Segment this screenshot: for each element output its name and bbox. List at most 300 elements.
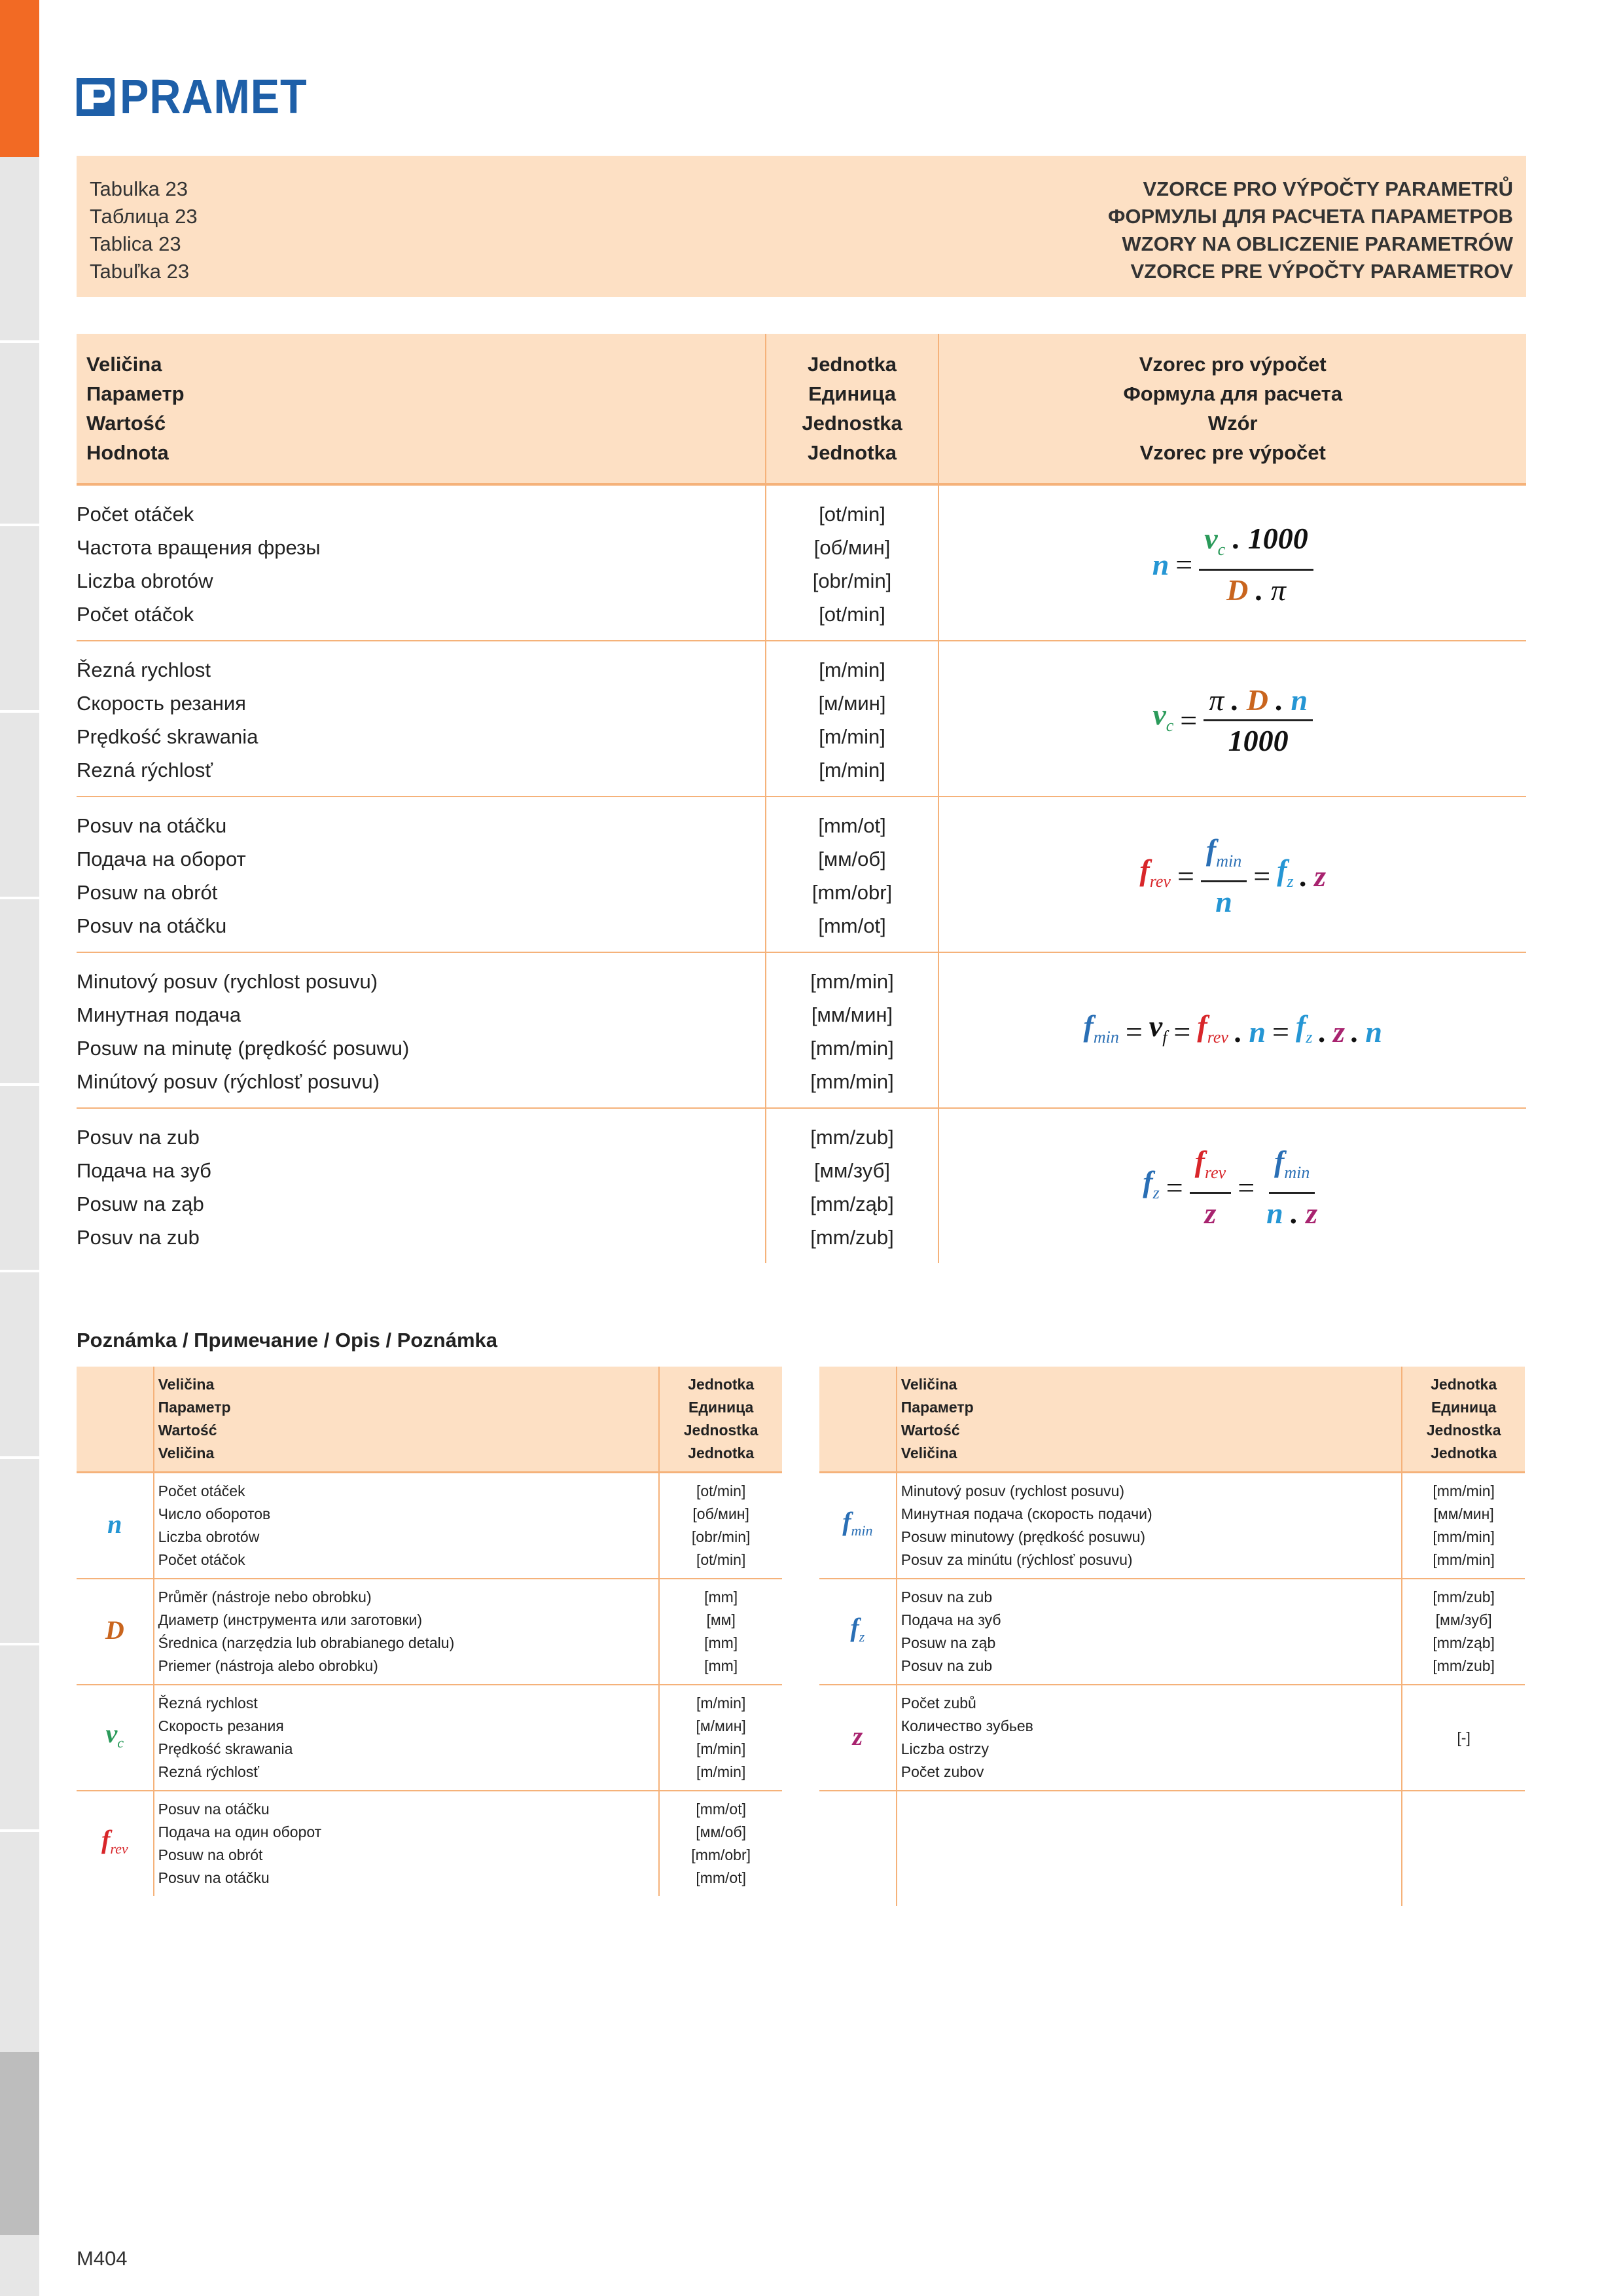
description-line: Минутная подача (скорость подачи) [901,1505,1152,1522]
table-number-pl: Tablica 23 [90,232,181,255]
quantity-name: Posuv na zub [77,1126,200,1149]
unit-label: [мм/об] [818,848,886,870]
header-quantity [897,1367,1402,1473]
equals-sign: = [1238,1170,1255,1204]
symbol-frev [101,1824,128,1857]
note-table-header [819,1367,1525,1473]
denominator [1221,571,1291,607]
unit-label: [mm/zub] [810,1126,894,1149]
symbol-d: D [105,1615,124,1645]
symbol-d: D [1246,683,1269,717]
dot: . [1255,573,1264,607]
quantity-name: Posuw na ząb [77,1193,204,1215]
table-row [819,1473,1525,1579]
fraction [1201,833,1247,918]
unit-label: [мм/зуб] [1435,1611,1492,1628]
table-number-cs: Tabulka 23 [90,177,188,200]
quantity-units [766,641,939,797]
table-title [1108,175,1513,285]
description-line: Диаметр (инструмента или заготовки) [158,1611,423,1628]
subscript: min [1284,1163,1310,1182]
description-cell [897,1473,1402,1579]
unit-label: [mm/zub] [1433,1657,1495,1674]
unit-label: [mm/min] [1433,1551,1495,1568]
formula-table-header [77,334,1526,484]
unit-label: [m/min] [696,1740,746,1757]
symbol-fmin [842,1506,873,1539]
unit-label: [m/min] [819,725,885,748]
table-title-sk: VZORCE PRE VÝPOČTY PARAMETROV [1130,260,1513,283]
subscript: rev [1204,1163,1226,1182]
header-symbol [819,1367,897,1473]
description-cell [154,1579,660,1685]
table-title-pl: WZORY NA OBLICZENIE PARAMETRÓW [1122,232,1513,255]
equals-sign: = [1177,859,1194,893]
unit-label: [мм/мин] [811,1003,893,1026]
unit-cell [1402,1791,1525,1906]
header-quantity-pl: Wartość [86,412,166,435]
unit-label: [mm] [704,1588,738,1605]
equals-sign: = [1173,1014,1191,1049]
symbol-pi: π [1270,573,1286,607]
side-tab-divider [0,524,39,526]
subscript: c [117,1734,124,1751]
unit-label: [obr/min] [812,569,892,592]
header-unit [659,1367,782,1473]
table-row [77,484,1526,641]
dot: . [1275,683,1284,717]
subscript: f [1162,1028,1168,1047]
symbol-cell [819,1473,897,1579]
symbol-f: f [1274,1145,1285,1178]
unit-cell [1402,1685,1525,1791]
description-line: Liczba ostrzy [901,1740,989,1757]
header-unit-pl: Jednostka [1426,1422,1501,1439]
quantity-name: Posuv na otáčku [77,914,227,937]
table-row-empty [819,1791,1525,1906]
constant-1000: 1000 [1228,723,1289,757]
quantity-name: Posuw na obrót [77,881,218,904]
symbol-v: v [1152,698,1166,731]
header-unit [766,334,939,484]
header-unit-ru: Единица [808,382,896,405]
pramet-logo [77,69,328,124]
subscript: z [1287,872,1294,891]
description-line: Posuw minutowy (prędkość posuwu) [901,1528,1146,1545]
symbol-n: n [1152,547,1169,581]
side-tab-divider [0,1456,39,1459]
symbol-fz [1143,1165,1159,1210]
unit-label: [m/min] [819,759,885,781]
unit-cell [659,1579,782,1685]
quantity-name: Posuv na otáčku [77,814,227,837]
symbol-n: n [1365,1014,1382,1049]
description-line: Rezná rýchlosť [158,1763,259,1780]
description-cell [897,1685,1402,1791]
description-cell [897,1579,1402,1685]
subscript: min [1093,1028,1119,1047]
unit-label: [ot/min] [819,503,885,526]
symbol-f: f [1197,1009,1207,1043]
description-line: Řezná rychlost [158,1695,258,1712]
side-tab-divider [0,1270,39,1272]
symbol-z: z [1306,1196,1318,1230]
header-quantity-pl: Wartość [158,1422,217,1439]
symbol-fmin [1083,1009,1118,1054]
quantity-name: Частота вращения фрезы [77,536,321,559]
description-cell [154,1473,660,1579]
symbol-f: f [1143,1165,1153,1198]
table-number-ru: Таблица 23 [90,205,198,228]
formula-cell [938,641,1526,797]
description-line: Posuv na otáčku [158,1869,270,1886]
unit-cell [659,1791,782,1896]
equals-sign: = [1166,1170,1183,1204]
note-table-left [77,1367,782,1896]
quantity-name: Řezná rychlost [77,658,211,681]
denominator [1261,1194,1323,1230]
symbol-z: z [1204,1196,1217,1230]
unit-label: [мм/зуб] [814,1159,890,1182]
header-unit-cs: Jednotka [807,353,897,376]
unit-label: [m/min] [819,658,885,681]
numerator [1269,1145,1315,1194]
symbol-v: v [1149,1009,1163,1043]
header-unit-pl: Jednostka [683,1422,758,1439]
description-line: Posuv na zub [901,1588,993,1605]
description-line: Подача на один оборот [158,1823,322,1840]
header-unit-sk: Jednotka [688,1444,755,1462]
unit-cell [1402,1579,1525,1685]
unit-label: [ot/min] [696,1482,746,1499]
unit-label: [mm/min] [810,1037,894,1060]
symbol-v: v [1204,522,1218,555]
unit-label: [mm/min] [810,970,894,993]
table-row [77,1579,782,1685]
symbol-f: f [1139,853,1150,887]
header-formula-sk: Vzorec pre výpočet [1139,441,1326,464]
description-line: Počet zubů [901,1695,976,1712]
unit-label: [mm/ot] [818,814,886,837]
equals-sign: = [1272,1014,1289,1049]
table-number-sk: Tabuľka 23 [90,260,190,283]
header-formula-cs: Vzorec pro výpočet [1139,353,1327,376]
quantity-names [77,797,766,952]
equals-sign: = [1253,859,1271,893]
dot: . [1232,522,1241,555]
table-number [90,175,198,285]
unit-label: [obr/min] [691,1528,751,1545]
formula-cell [938,1108,1526,1263]
header-unit-cs: Jednotka [1431,1376,1497,1393]
formula-feed-per-minute [1083,1009,1382,1054]
symbol-n: n [1249,1014,1266,1049]
unit-label: [об/мин] [813,536,891,559]
side-tab-active [0,0,39,157]
quantity-name: Posuv na zub [77,1226,200,1249]
unit-label: [mm/obr] [812,881,893,904]
symbol-z: z [1332,1014,1345,1049]
symbol-frev [1197,1009,1228,1054]
unit-label: [m/min] [696,1763,746,1780]
symbol-fz [1277,853,1293,898]
symbol-cell [77,1579,154,1685]
quantity-units [766,484,939,641]
side-tab-divider [0,1083,39,1086]
subscript: min [1216,852,1242,870]
side-tab-divider [0,1643,39,1645]
brand-name: PRAMET [120,69,308,124]
header-formula-pl: Wzór [1207,412,1258,435]
header-quantity-cs: Veličina [901,1376,957,1393]
subscript: rev [1207,1028,1228,1047]
quantity-names [77,641,766,797]
unit-label: [mm/min] [1433,1528,1495,1545]
unit-label: [mm/ot] [696,1801,746,1818]
symbol-pi: π [1209,683,1224,717]
unit-label: [-] [1457,1729,1471,1746]
subscript: z [859,1628,865,1645]
side-tab-divider [0,1829,39,1832]
unit-label: [mm/zub] [1433,1588,1495,1605]
symbol-cell [77,1791,154,1896]
table-row [77,797,1526,952]
description-line: Prędkość skrawania [158,1740,293,1757]
unit-cell [659,1685,782,1791]
header-quantity-ru: Параметр [86,382,185,405]
symbol-f: f [1194,1145,1205,1178]
unit-label: [м/мин] [818,692,886,715]
symbol-vf [1149,1009,1168,1054]
table-row [77,1685,782,1791]
unit-label: [мм] [706,1611,736,1628]
unit-label: [m/min] [696,1695,746,1712]
description-line: Скорость резания [158,1717,284,1734]
description-line: Posuv na zub [901,1657,993,1674]
symbol-vc [105,1718,124,1751]
symbol-n: n [1291,683,1308,717]
description-line: Подача на зуб [901,1611,1001,1628]
symbol-cell [819,1791,897,1906]
subscript: rev [110,1840,128,1857]
symbol-cell [77,1473,154,1579]
unit-label: [об/мин] [692,1505,749,1522]
unit-label: [mm/min] [1433,1482,1495,1499]
equals-sign: = [1175,547,1193,581]
symbol-fz [850,1612,865,1645]
description-line: Posuv za minútu (rýchlosť posuvu) [901,1551,1133,1568]
fraction [1204,683,1313,757]
unit-cell [1402,1473,1525,1579]
subscript: c [1166,716,1174,735]
table-title-cs: VZORCE PRO VÝPOČTY PARAMETRŮ [1143,177,1513,200]
dot: . [1319,1014,1327,1049]
equals-sign: = [1125,1014,1143,1049]
quantity-name: Počet otáček [77,503,194,526]
header-quantity-cs: Veličina [158,1376,215,1393]
side-tab-divider [0,897,39,899]
unit-label: [mm/ot] [818,914,886,937]
quantity-name: Минутная подача [77,1003,241,1026]
subscript: c [1217,540,1226,559]
unit-label: [mm] [704,1657,738,1674]
fraction [1199,522,1313,607]
description-line: Średnica (narzędzia lub obrabianego detalu) [158,1634,455,1651]
symbol-f: f [850,1612,859,1642]
header-unit-ru: Единица [1431,1399,1497,1416]
dot: . [1300,859,1308,893]
header-formula [938,334,1526,484]
table-row [77,641,1526,797]
header-quantity-cs: Veličina [86,353,162,376]
unit-label: [м/мин] [696,1717,746,1734]
description-line: Priemer (nástroja alebo obrobku) [158,1657,378,1674]
formula-spindle-speed [1152,522,1313,607]
formula-feed-per-rev [1139,833,1326,918]
symbol-z: z [1314,859,1327,893]
description-line: Počet otáčok [158,1551,245,1568]
page-number: M404 [77,2247,128,2270]
unit-label: [mm/zub] [810,1226,894,1249]
quantity-units [766,797,939,952]
unit-label: [mm/ząb] [810,1193,894,1215]
dot: . [1351,1014,1359,1049]
header-unit-pl: Jednostka [802,412,902,435]
dot: . [1291,1196,1298,1230]
quantity-names [77,1108,766,1263]
header-quantity-sk: Veličina [901,1444,957,1462]
subscript: z [1306,1028,1313,1047]
quantity-name: Подача на зуб [77,1159,211,1182]
dot: . [1234,1014,1243,1049]
description-line: Posuw na obrót [158,1846,263,1863]
numerator [1190,1145,1232,1194]
symbol-f: f [842,1506,851,1536]
symbol-n: n [1266,1196,1283,1230]
symbol-n: n [107,1509,122,1539]
pramet-logo-mark-icon [77,78,115,116]
formula-table [77,334,1526,1263]
table-row [77,952,1526,1108]
unit-label: [мм/мин] [1433,1505,1494,1522]
description-line: Minutový posuv (rychlost posuvu) [901,1482,1125,1499]
quantity-units [766,952,939,1108]
table-header-banner [77,156,1526,297]
symbol-vc [1152,698,1173,742]
quantity-names [77,952,766,1108]
header-unit-sk: Jednotka [807,441,897,464]
header-quantity-sk: Veličina [158,1444,215,1462]
symbol-f: f [1295,1009,1306,1043]
symbol-f: f [101,1824,111,1854]
equals-sign: = [1180,703,1198,737]
formula-cell [938,952,1526,1108]
note-title: Poznámka / Примечание / Opis / Poznámka [77,1329,498,1352]
unit-label: [mm/ot] [696,1869,746,1886]
unit-label: [ot/min] [696,1551,746,1568]
quantity-names [77,484,766,641]
formula-cell [938,484,1526,641]
dot: . [1231,683,1240,717]
quantity-name: Prędkość skrawania [77,725,259,748]
description-line: Počet zubov [901,1763,984,1780]
quantity-units [766,1108,939,1263]
unit-cell [659,1473,782,1579]
symbol-n: n [1215,885,1232,918]
numerator [1199,522,1313,571]
symbol-cell [819,1685,897,1791]
header-formula-ru: Формула для расчета [1123,382,1343,405]
table-row [819,1579,1525,1685]
symbol-z: z [852,1721,863,1751]
unit-label: [мм/об] [696,1823,747,1840]
quantity-name: Minutový posuv (rychlost posuvu) [77,970,378,993]
symbol-f: f [1083,1009,1094,1043]
unit-label: [mm/min] [810,1070,894,1093]
description-line: Posuv na otáčku [158,1801,270,1818]
header-unit-sk: Jednotka [1431,1444,1497,1462]
subscript: rev [1149,872,1171,891]
fraction [1261,1145,1323,1230]
description-cell [154,1685,660,1791]
side-tab-divider [0,340,39,343]
quantity-name: Подача на оборот [77,848,246,870]
constant-1000: 1000 [1247,522,1308,555]
table-row [77,1108,1526,1263]
quantity-name: Rezná rýchlosť [77,759,213,781]
note-table-right [819,1367,1525,1906]
quantity-name: Скорость резания [77,692,246,715]
description-cell [154,1791,660,1896]
symbol-fz [1296,1009,1312,1054]
symbol-d: D [1226,573,1249,607]
table-row [819,1685,1525,1791]
formula-cell [938,797,1526,952]
side-tab-bar [0,0,39,2296]
symbol-v: v [105,1718,118,1748]
description-line: Liczba obrotów [158,1528,260,1545]
numerator [1204,683,1313,721]
side-tab-divider [0,710,39,713]
quantity-name: Liczba obrotów [77,569,213,592]
table-row [77,1791,782,1896]
side-tab-grey [0,2052,39,2235]
header-quantity [154,1367,660,1473]
formula-feed-per-tooth [1143,1145,1323,1230]
subscript: z [1152,1183,1160,1202]
description-line: Posuw na ząb [901,1634,996,1651]
note-table-header [77,1367,782,1473]
fraction [1190,1145,1232,1230]
symbol-f: f [1277,853,1287,887]
header-quantity-sk: Hodnota [86,441,169,464]
quantity-name: Posuw na minutę (prędkość posuwu) [77,1037,410,1060]
unit-label: [mm/ząb] [1433,1634,1495,1651]
quantity-name: Minútový posuv (rýchlosť posuvu) [77,1070,380,1093]
quantity-name: Počet otáčok [77,603,194,626]
description-line: Počet otáček [158,1482,245,1499]
unit-label: [mm/obr] [691,1846,751,1863]
header-quantity-ru: Параметр [158,1399,231,1416]
subscript: min [851,1522,873,1539]
table-title-ru: ФОРМУЛЫ ДЛЯ РАСЧЕТА ПАРАМЕТРОВ [1107,205,1513,228]
numerator [1201,833,1247,882]
description-line: Количество зубьев [901,1717,1033,1734]
header-quantity-ru: Параметр [901,1399,974,1416]
formula-cutting-speed [1152,683,1313,757]
symbol-cell [77,1685,154,1791]
header-unit-ru: Единица [688,1399,754,1416]
